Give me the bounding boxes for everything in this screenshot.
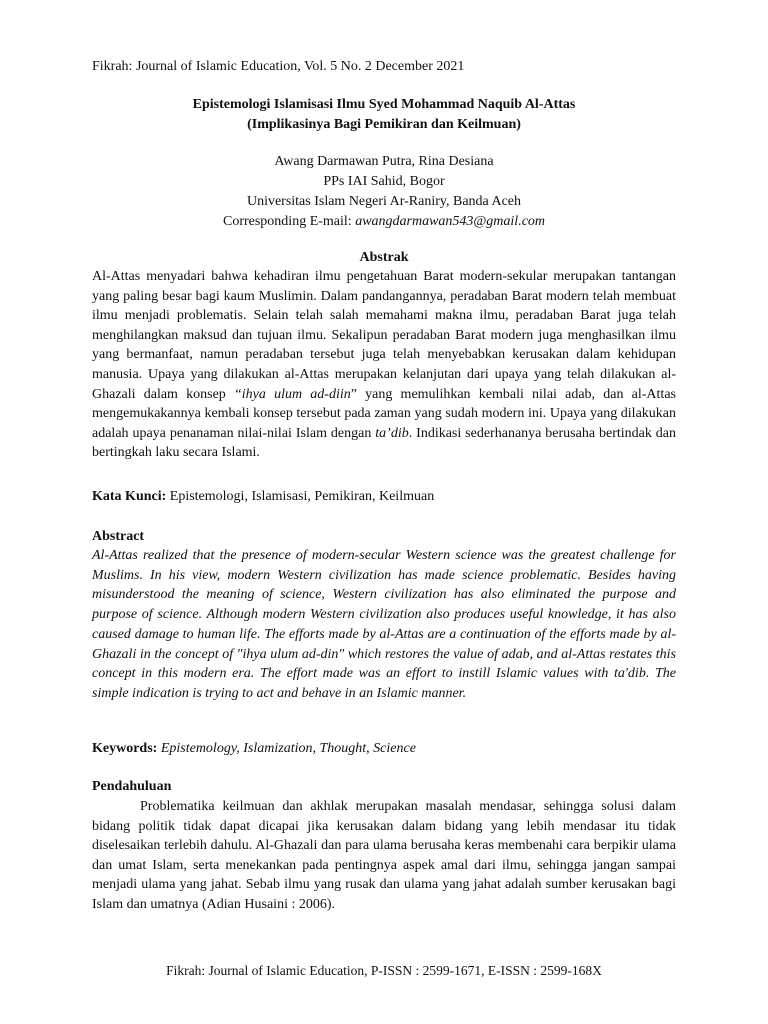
abstrak-term-ihya: “ihya ulum ad-diin [234, 386, 351, 402]
keywords [92, 741, 416, 757]
pendahuluan-text: Problematika keilmuan dan akhlak merupakan masalah mendasar, sehingga solusi dalam bidang politik tidak dapat dicapai jika kerusakan dalam bidang yang lebih mendasar itu tidak diselesaikan terlebih dahulu. Al-Ghazali dan para ulama berusaha keras membenahi cara berpikir ulama dan umat Islam, serta menekankan pada pentingnya aspek amal dari ilmu, sehingga jangan sampai menjadi ulama yang jahat. Sebab ilmu yang rusak dan ulama yang jahat adalah sumber kerusakan bagi Islam dan umatnya (Adian Husaini : 2006). [92, 799, 676, 912]
page-footer: Fikrah: Journal of Islamic Education, P-ISSN : 2599-1671, E-ISSN : 2599-168X [166, 963, 602, 978]
kata-kunci [92, 489, 434, 505]
affiliation-1: PPs IAI Sahid, Bogor [323, 174, 445, 189]
affiliation-2: Universitas Islam Negeri Ar-Raniry, Banda Aceh [246, 194, 522, 209]
abstract-heading: Abstract [92, 529, 145, 544]
email-address[interactable]: awangdarmawan543@gmail.com [355, 214, 546, 229]
pendahuluan-heading: Pendahuluan [92, 779, 172, 794]
corresponding-email [92, 212, 676, 232]
keywords-value: Epistemology, Islamization, Thought, Science [157, 741, 416, 756]
abstract-text: Al-Attas realized that the presence of modern-secular Western science was the greatest challenge for Muslims. In his view, modern Western civilization has made science problematic. Besides having misunderstood the meaning of science, Western civilization has also eliminated the purpose and purpose of science. Although modern Western civilization also produces useful knowledge, it has also caused damage to human life. The efforts made by al-Attas are a continuation of the efforts made by al-Ghazali in the concept of "ihya ulum ad-din" which restores the value of adab, and al-Attas restates this concept in this modern era. The effort made was an effort to instill Islamic values with ta'dib. The simple indication is trying to act and behave in an Islamic manner. [92, 548, 676, 701]
title-line-1: Epistemologi Islamisasi Ilmu Syed Mohammad Naquib Al-Attas [192, 97, 576, 112]
abstrak-text [92, 267, 676, 463]
author-block [92, 152, 676, 232]
keywords-label: Keywords: [92, 741, 158, 756]
abstrak-term-tadib: ta’dib [375, 425, 409, 441]
email-label: Corresponding E-mail: [222, 214, 356, 229]
running-head: Fikrah: Journal of Islamic Education, Vol. 5 No. 2 December 2021 [92, 59, 465, 74]
abstrak-text-part-1: Al-Attas menyadari bahwa kehadiran ilmu pengetahuan Barat modern-sekular merupakan tantangan yang paling besar bagi kaum Muslimin. Dalam pandangannya, peradaban Barat modern telah membuat ilmu menjadi problematis. Selain telah salah memahami makna ilmu, peradaban Barat juga telah menghilangkan maksud dan tujuan ilmu. Sekalipun peradaban Barat modern juga menghasilkan ilmu yang bermanfaat, namun peradaban tersebut juga telah menyebabkan kerusakan dalam kehidupan manusia. Upaya yang dilakukan al-Attas merupakan kelanjutan dari upaya yang telah dilakukan al-Ghazali dalam konsep [92, 269, 676, 402]
abstrak-text-part-3: . Indikasi sederhananya berusaha bertindak dan bertingkah laku secara Islami. [92, 425, 676, 461]
abstrak-heading: Abstrak [359, 250, 409, 265]
author-names: Awang Darmawan Putra, Rina Desiana [274, 154, 494, 169]
kata-kunci-value: Epistemologi, Islamisasi, Pemikiran, Keilmuan [166, 489, 435, 504]
title-line-2: (Implikasinya Bagi Pemikiran dan Keilmuan) [247, 117, 521, 132]
abstrak-text-part-2: ” yang memulihkan kembali nilai adab, dan al-Attas mengemukakannya kembali konsep tersebut pada zaman yang sudah modern ini. Upaya yang dilakukan adalah upaya penanaman nilai-nilai Islam dengan [92, 386, 676, 441]
kata-kunci-label: Kata Kunci: [92, 489, 167, 504]
article-title [92, 95, 676, 135]
